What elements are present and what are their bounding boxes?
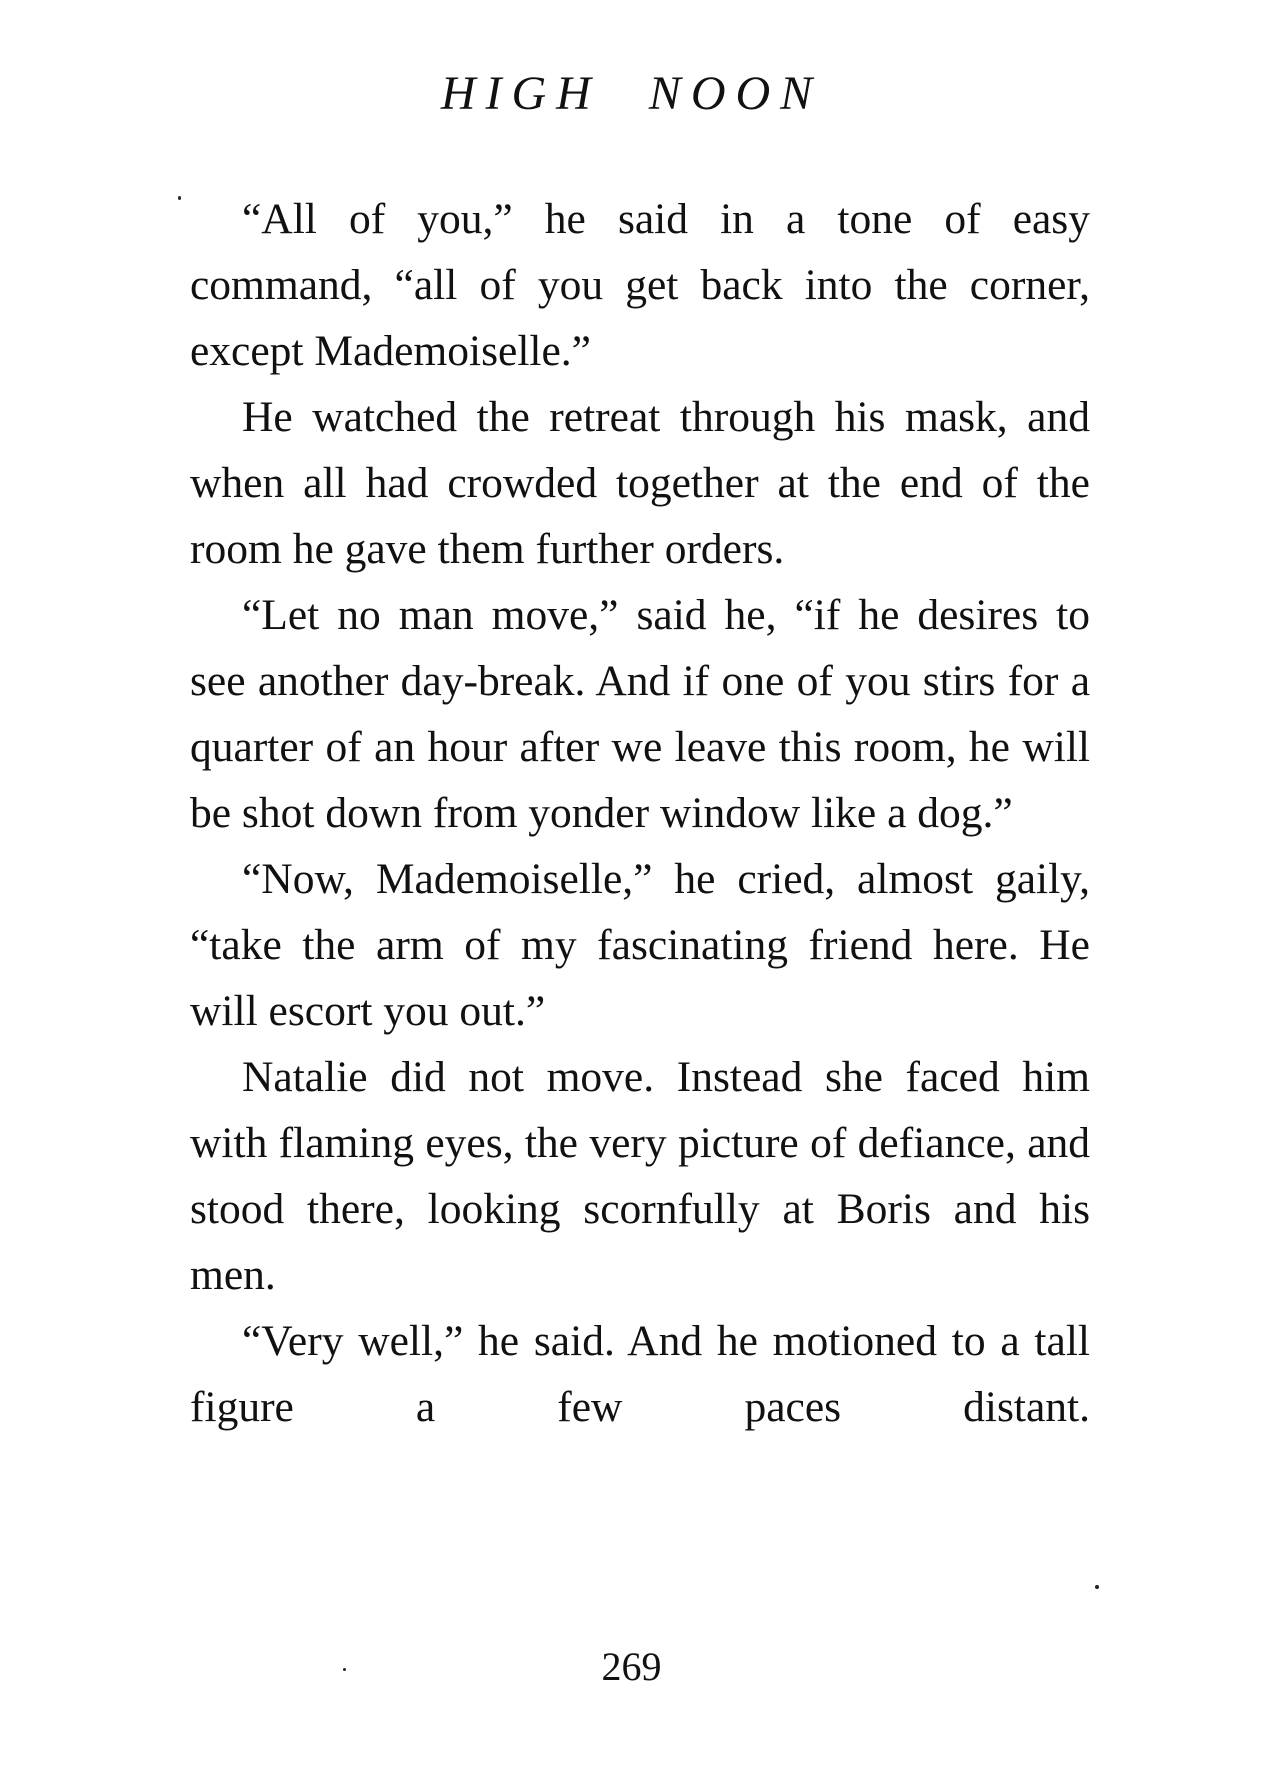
running-head: HIGH NOON	[440, 67, 823, 120]
scan-speck	[1095, 1585, 1099, 1589]
paragraph: “Now, Mademoiselle,” he cried, almost gaily, “take the arm of my fascinating friend here. He will escort you out.”	[190, 855, 1090, 1035]
paragraph: “Very well,” he said. And he motioned to a tall figure a few paces distant.	[190, 1317, 1090, 1431]
paragraph: Natalie did not move. Instead she faced him with flaming eyes, the very picture of defiance, and stood there, looking scornfully at Boris and his men.	[190, 1053, 1090, 1299]
paragraph: “Let no man move,” said he, “if he desires to see another day-break. And if one of you stirs for a quarter of an hour after we leave this room, he will be shot down from yonder window like a dog.”	[190, 591, 1090, 837]
scan-speck	[178, 196, 181, 200]
page-number: 269	[601, 1644, 662, 1689]
body-text	[190, 186, 1090, 1440]
scan-speck	[343, 1668, 346, 1671]
paragraph: “All of you,” he said in a tone of easy command, “all of you get back into the corner, except Mademoiselle.”	[190, 195, 1090, 375]
paragraph: He watched the retreat through his mask, and when all had crowded together at the end of the room he gave them further orders.	[190, 393, 1090, 573]
